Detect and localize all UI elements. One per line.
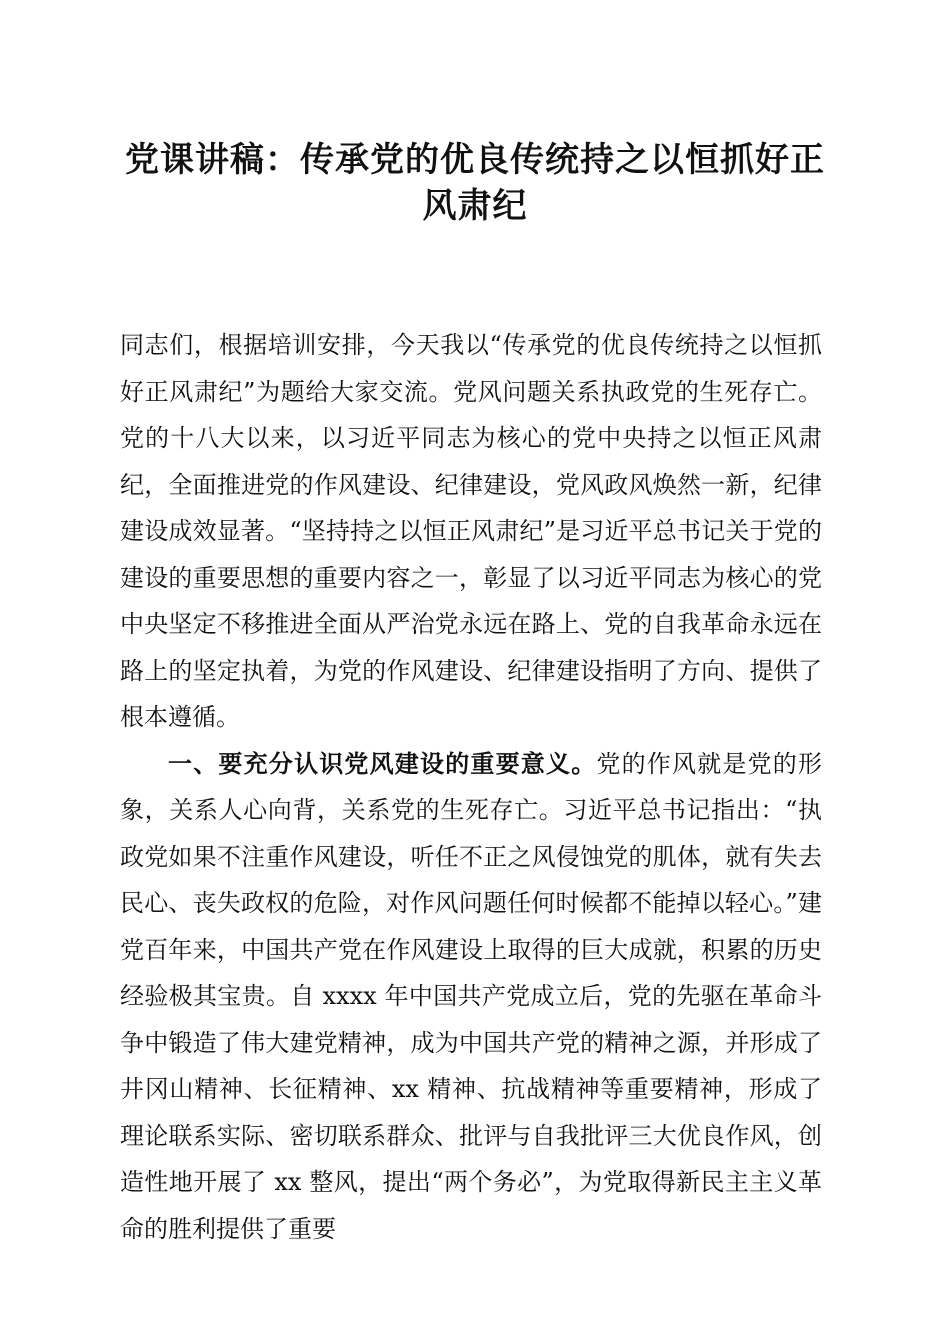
- paragraph-intro-text: 同志们，根据培训安排，今天我以“传承党的优良传统持之以恒抓好正风肃纪”为题给大家交流。党风问题关系执政党的生死存亡。党的十八大以来，以习近平同志为核心的党中央持之以恒正风肃纪，全面推进党的作风建设、纪律建设，党风政风焕然一新，纪律建设成效显著。“坚持持之以恒正风肃纪”是习近平总书记关于党的建设的重要思想的重要内容之一，彰显了以习近平同志为核心的党中央坚定不移推进全面从严治党永远在路上、党的自我革命永远在路上的坚定执着，为党的作风建设、纪律建设指明了方向、提供了根本遵循。: [120, 331, 822, 731]
- title-line-2: 风肃纪: [422, 186, 528, 226]
- document-body: [120, 322, 822, 1252]
- section-1-heading: 一、要充分认识党风建设的重要意义。: [168, 749, 597, 778]
- paragraph-section-1: [120, 741, 822, 1253]
- section-1-text: 党的作风就是党的形象，关系人心向背，关系党的生死存亡。习近平总书记指出：“执政党如果不注重作风建设，听任不正之风侵蚀党的肌体，就有失去民心、丧失政权的危险，对作风问题任何时候都不能掉以轻心。”建党百年来，中国共产党在作风建设上取得的巨大成就，积累的历史经验极其宝贵。自 xxxx 年中国共产党成立后，党的先驱在革命斗争中锻造了伟大建党精神，成为中国共产党的精神之源，并形成了井冈山精神、长征精神、xx 精神、抗战精神等重要精神，形成了理论联系实际、密切联系群众、批评与自我批评三大优良作风，创造性地开展了 xx 整风，提出“两个务必”，为党取得新民主主义革命的胜利提供了重要: [120, 749, 823, 1243]
- document-title: [110, 137, 840, 229]
- title-line-1: 党课讲稿：传承党的优良传统持之以恒抓好正: [125, 140, 825, 180]
- paragraph-intro: [120, 322, 822, 741]
